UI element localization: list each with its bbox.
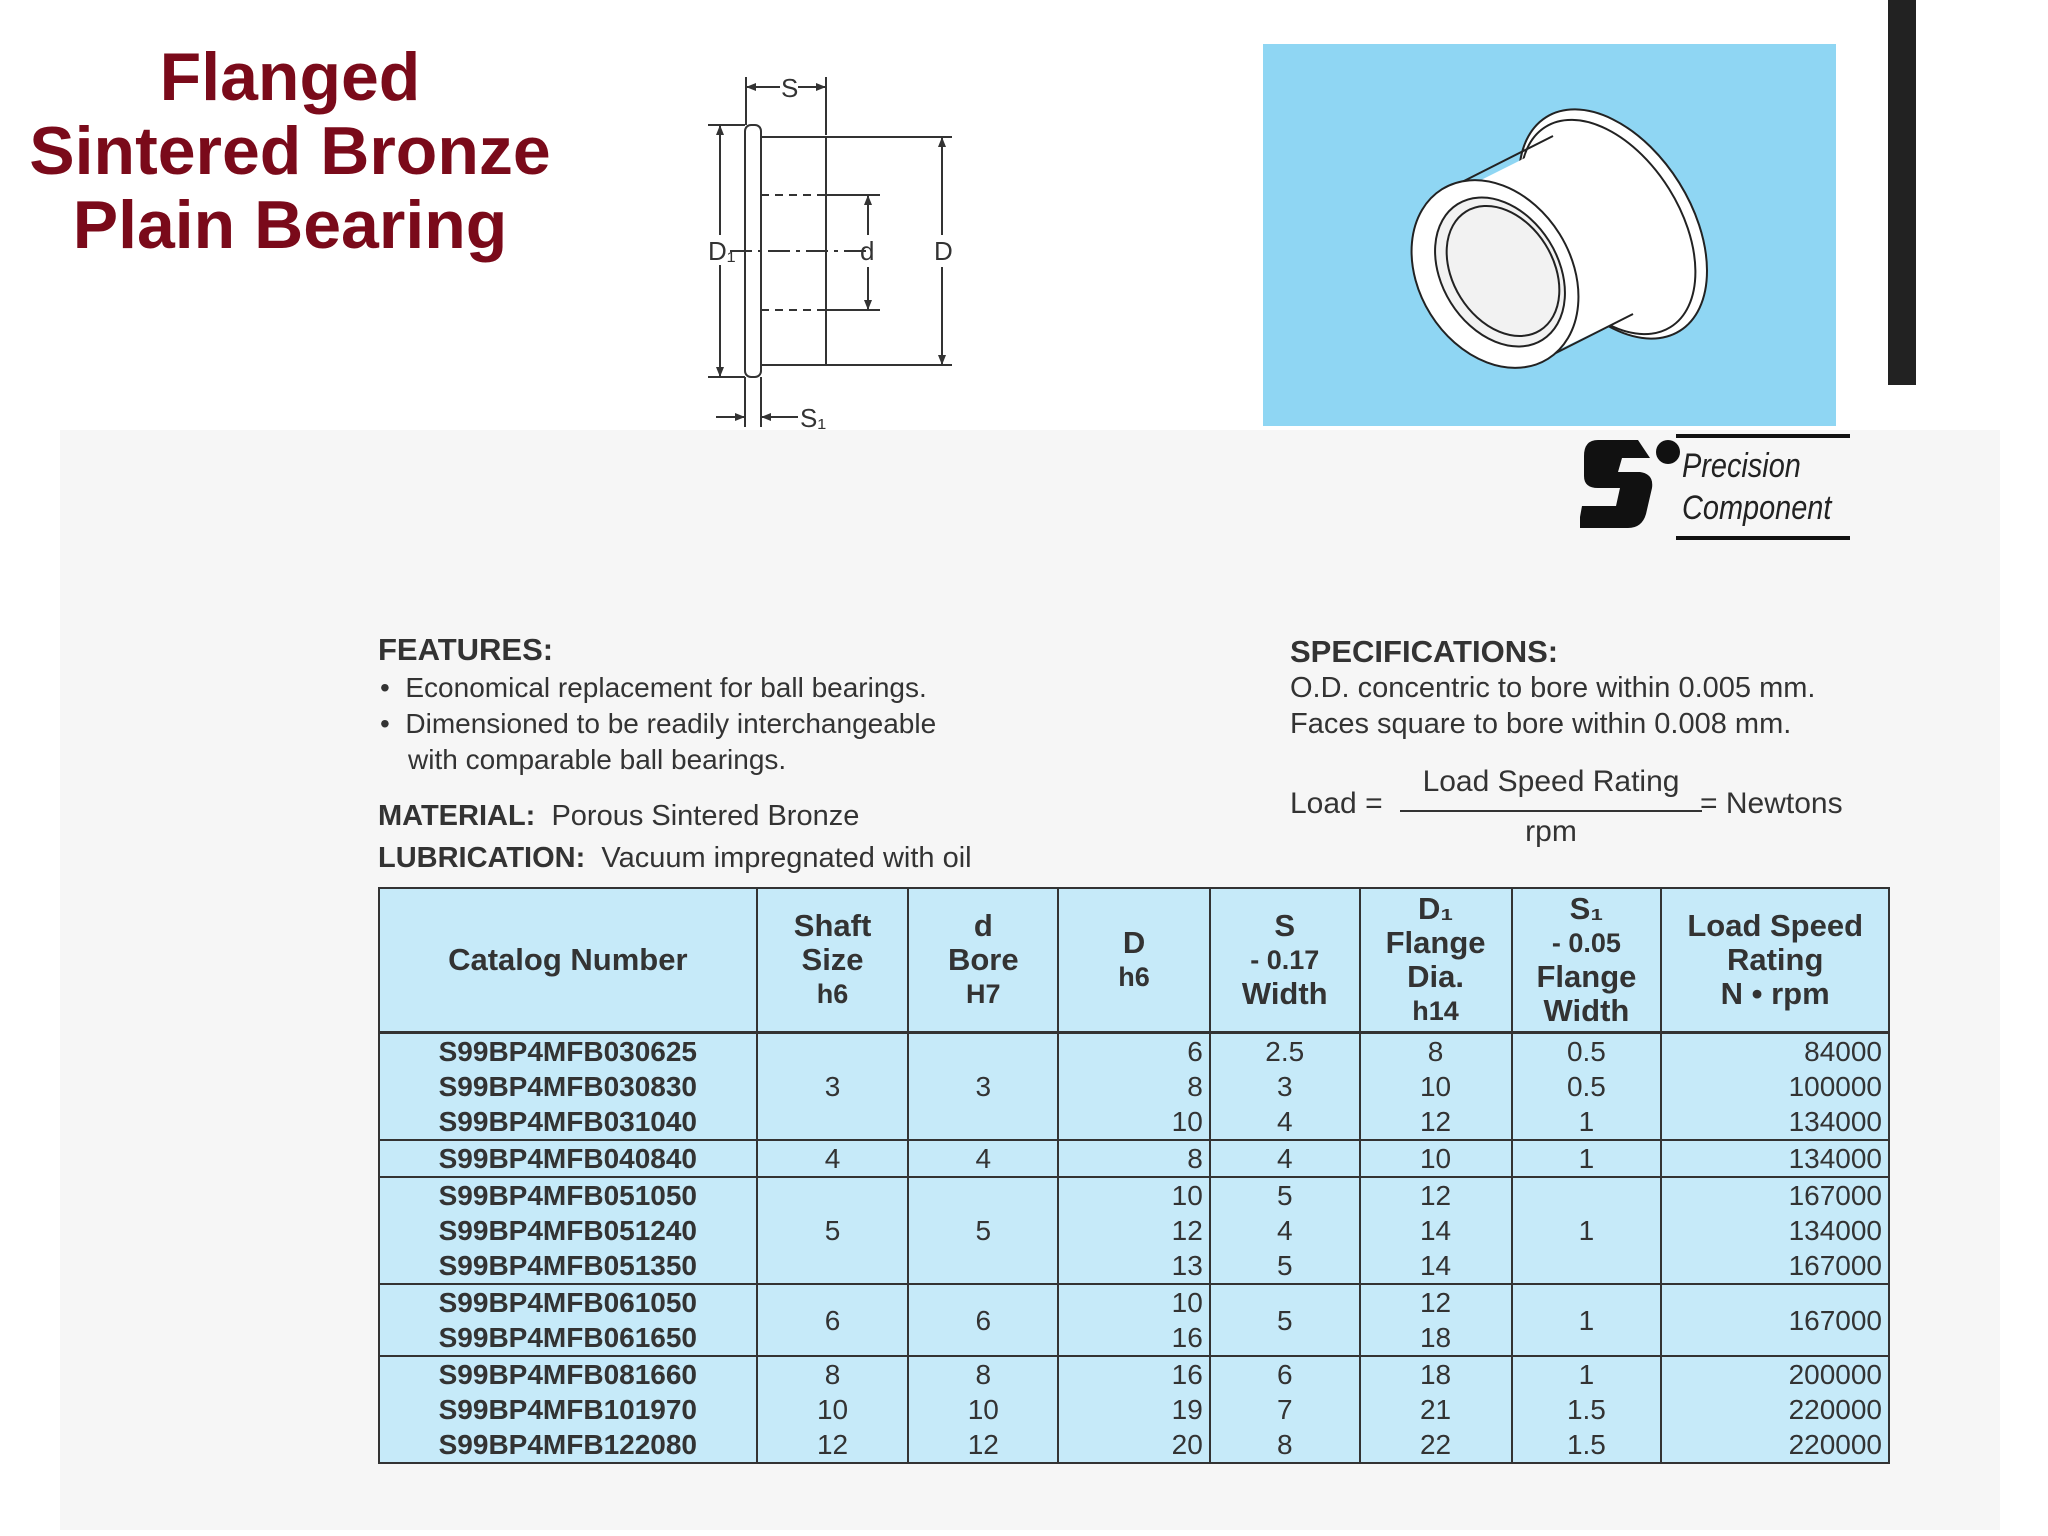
load-speed-rating: 134000 xyxy=(1661,1140,1889,1177)
label-d1: D₁ xyxy=(708,236,736,266)
label-s1: S₁ xyxy=(800,403,827,433)
table-row xyxy=(379,1392,1889,1427)
header-flange-dia: D₁ Flange Dia. h14 xyxy=(1360,888,1512,1033)
shaft-size: 4 xyxy=(757,1140,909,1177)
logo-line-2: Component xyxy=(1682,489,1832,527)
label-od-d: D xyxy=(934,236,953,266)
load-speed-rating: 134000 xyxy=(1661,1104,1889,1140)
flange-dia: 14 xyxy=(1360,1213,1512,1248)
header-bore: d Bore H7 xyxy=(908,888,1058,1033)
od: 12 xyxy=(1058,1213,1210,1248)
flange-width: 1 xyxy=(1512,1104,1662,1140)
flange-width: 1 xyxy=(1512,1140,1662,1177)
header-od: D h6 xyxy=(1058,888,1210,1033)
catalog-number: S99BP4MFB061650 xyxy=(379,1320,757,1356)
flange-dia: 18 xyxy=(1360,1356,1512,1392)
catalog-number: S99BP4MFB030830 xyxy=(379,1069,757,1104)
shaft-size: 12 xyxy=(757,1427,909,1463)
flange-width: 1.5 xyxy=(1512,1427,1662,1463)
feature-item: • Dimensioned to be readily interchangeable xyxy=(380,708,937,739)
table-row xyxy=(379,1069,1889,1104)
lubrication-value: Vacuum impregnated with oil xyxy=(601,842,972,874)
catalog-number: S99BP4MFB122080 xyxy=(379,1427,757,1463)
bore: 3 xyxy=(908,1033,1058,1141)
table-row xyxy=(379,1284,1889,1320)
load-speed-rating: 220000 xyxy=(1661,1392,1889,1427)
catalog-number: S99BP4MFB081660 xyxy=(379,1356,757,1392)
flange-dia: 8 xyxy=(1360,1033,1512,1070)
load-speed-rating: 167000 xyxy=(1661,1177,1889,1213)
load-speed-rating: 134000 xyxy=(1661,1213,1889,1248)
material-label: MATERIAL: xyxy=(378,800,536,832)
lubrication-label: LUBRICATION: xyxy=(378,842,586,874)
width: 3 xyxy=(1210,1069,1360,1104)
od: 16 xyxy=(1058,1356,1210,1392)
feature-item-text: Economical replacement for ball bearings. xyxy=(405,672,927,703)
width: 2.5 xyxy=(1210,1033,1360,1070)
catalog-number: S99BP4MFB051240 xyxy=(379,1213,757,1248)
feature-item-continuation: with comparable ball bearings. xyxy=(408,744,787,775)
catalog-number: S99BP4MFB051050 xyxy=(379,1177,757,1213)
feature-item-text: Dimensioned to be readily interchangeable xyxy=(405,708,937,739)
load-formula xyxy=(1290,765,1890,865)
flange-dia: 12 xyxy=(1360,1177,1512,1213)
od: 10 xyxy=(1058,1284,1210,1320)
slide-edge-bar xyxy=(1888,0,1916,385)
load-speed-rating: 220000 xyxy=(1661,1427,1889,1463)
od: 19 xyxy=(1058,1392,1210,1427)
bore: 12 xyxy=(908,1427,1058,1463)
features-heading: FEATURES: xyxy=(378,632,554,667)
width: 4 xyxy=(1210,1140,1360,1177)
spec-line-1: O.D. concentric to bore within 0.005 mm. xyxy=(1290,672,1816,704)
width: 6 xyxy=(1210,1356,1360,1392)
table-row xyxy=(379,1356,1889,1392)
flange-width: 1 xyxy=(1512,1356,1662,1392)
width: 5 xyxy=(1210,1177,1360,1213)
load-speed-rating: 167000 xyxy=(1661,1248,1889,1284)
catalog-number: S99BP4MFB031040 xyxy=(379,1104,757,1140)
flange-dia: 14 xyxy=(1360,1248,1512,1284)
flange-dia: 22 xyxy=(1360,1427,1512,1463)
width: 4 xyxy=(1210,1104,1360,1140)
table-row xyxy=(379,1033,1889,1070)
flange-dia: 12 xyxy=(1360,1284,1512,1320)
flange-dia: 10 xyxy=(1360,1140,1512,1177)
table-row xyxy=(379,1177,1889,1213)
header-shaft-size: Shaft Size h6 xyxy=(757,888,909,1033)
od: 10 xyxy=(1058,1104,1210,1140)
od: 8 xyxy=(1058,1069,1210,1104)
catalog-number: S99BP4MFB061050 xyxy=(379,1284,757,1320)
catalog-number: S99BP4MFB040840 xyxy=(379,1140,757,1177)
bore: 6 xyxy=(908,1284,1058,1356)
shaft-size: 8 xyxy=(757,1356,909,1392)
load-speed-rating: 84000 xyxy=(1661,1033,1889,1070)
flange-dia: 21 xyxy=(1360,1392,1512,1427)
load-speed-rating: 100000 xyxy=(1661,1069,1889,1104)
shaft-size: 10 xyxy=(757,1392,909,1427)
bore: 4 xyxy=(908,1140,1058,1177)
table-group xyxy=(379,1284,1889,1356)
header-flange-width: S₁ - 0.05 Flange Width xyxy=(1512,888,1662,1033)
material-line xyxy=(378,800,859,833)
formula-numerator: Load Speed Rating xyxy=(1422,765,1680,798)
flange-dia: 10 xyxy=(1360,1069,1512,1104)
od: 6 xyxy=(1058,1033,1210,1070)
title-line-2: Sintered Bronze xyxy=(29,113,551,189)
shaft-size: 3 xyxy=(757,1033,909,1141)
bearing-3d-illustration xyxy=(1263,44,1836,426)
width: 5 xyxy=(1210,1248,1360,1284)
width: 4 xyxy=(1210,1213,1360,1248)
header-catalog-number: Catalog Number xyxy=(379,888,757,1033)
shaft-size: 5 xyxy=(757,1177,909,1284)
catalog-number: S99BP4MFB051350 xyxy=(379,1248,757,1284)
page-title xyxy=(0,40,580,262)
logo-line-1: Precision xyxy=(1682,447,1801,485)
formula-denominator: rpm xyxy=(1525,815,1577,848)
table-row xyxy=(379,1104,1889,1140)
od: 20 xyxy=(1058,1427,1210,1463)
flange-dia: 12 xyxy=(1360,1104,1512,1140)
fraction-bar xyxy=(1400,810,1702,812)
material-value: Porous Sintered Bronze xyxy=(551,800,860,832)
flange-dia: 18 xyxy=(1360,1320,1512,1356)
label-s: S xyxy=(781,73,799,103)
formula-right: = Newtons xyxy=(1700,787,1843,820)
title-line-3: Plain Bearing xyxy=(72,187,508,263)
load-speed-rating: 200000 xyxy=(1661,1356,1889,1392)
flange-width: 0.5 xyxy=(1512,1033,1662,1070)
width: 7 xyxy=(1210,1392,1360,1427)
spec-line-2: Faces square to bore within 0.008 mm. xyxy=(1290,708,1792,740)
feature-item: • Economical replacement for ball bearings. xyxy=(380,672,927,703)
label-bore-d: d xyxy=(860,236,875,266)
table-header-row xyxy=(379,888,1889,1033)
table-group xyxy=(379,1177,1889,1284)
bore: 5 xyxy=(908,1177,1058,1284)
bore: 10 xyxy=(908,1392,1058,1427)
table-row xyxy=(379,1140,1889,1177)
flange-width: 1 xyxy=(1512,1284,1662,1356)
table-row xyxy=(379,1248,1889,1284)
table-group xyxy=(379,1033,1889,1141)
bore: 8 xyxy=(908,1356,1058,1392)
table-group xyxy=(379,1140,1889,1177)
flange-width: 1.5 xyxy=(1512,1392,1662,1427)
formula-left: Load = xyxy=(1290,787,1383,820)
table-row xyxy=(379,1427,1889,1463)
table-group xyxy=(379,1356,1889,1463)
catalog-number: S99BP4MFB030625 xyxy=(379,1033,757,1070)
od: 10 xyxy=(1058,1177,1210,1213)
catalog-number: S99BP4MFB101970 xyxy=(379,1392,757,1427)
od: 16 xyxy=(1058,1320,1210,1356)
od: 8 xyxy=(1058,1140,1210,1177)
logo-text xyxy=(1682,445,1831,529)
width: 5 xyxy=(1210,1284,1360,1356)
bearing-spec-table xyxy=(378,887,1890,1464)
specifications-heading: SPECIFICATIONS: xyxy=(1290,634,1559,669)
header-load-speed-rating: Load Speed Rating N • rpm xyxy=(1661,888,1889,1033)
bearing-dimension-diagram xyxy=(680,55,980,435)
bearing-photo xyxy=(1263,44,1836,426)
flange-width: 0.5 xyxy=(1512,1069,1662,1104)
table-row xyxy=(379,1213,1889,1248)
width: 8 xyxy=(1210,1427,1360,1463)
flange-width: 1 xyxy=(1512,1177,1662,1284)
lubrication-line xyxy=(378,842,972,875)
shaft-size: 6 xyxy=(757,1284,909,1356)
title-line-1: Flanged xyxy=(159,39,421,115)
header-width: S - 0.17 Width xyxy=(1210,888,1360,1033)
od: 13 xyxy=(1058,1248,1210,1284)
load-speed-rating: 167000 xyxy=(1661,1284,1889,1356)
